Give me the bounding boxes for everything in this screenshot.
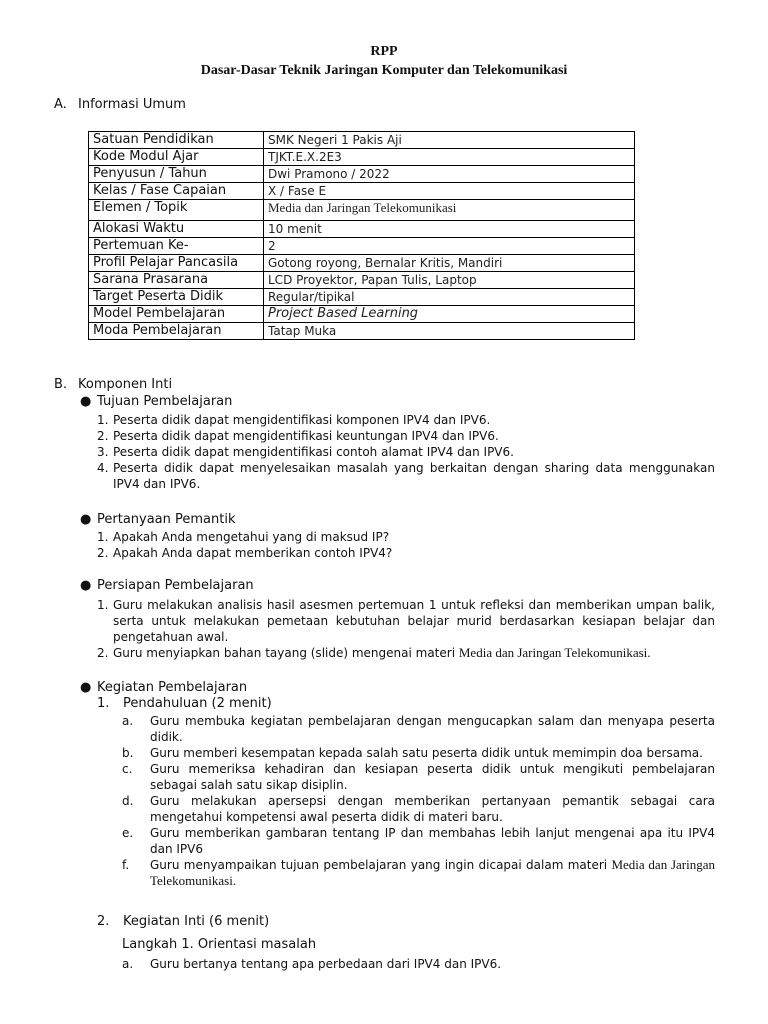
info-row bbox=[89, 132, 635, 149]
inti-heading: 2. Kegiatan Inti (6 menit) bbox=[97, 914, 270, 929]
info-row bbox=[89, 149, 635, 166]
section-letter: A. bbox=[54, 97, 67, 112]
info-key: Satuan Pendidikan bbox=[89, 132, 264, 149]
langkah-heading: Langkah 1. Orientasi masalah bbox=[122, 937, 317, 952]
info-value: Gotong royong, Bernalar Kritis, Mandiri bbox=[264, 255, 635, 272]
info-key: Elemen / Topik bbox=[89, 200, 264, 221]
list-item: e. Guru memberikan gambaran tentang IP dan membahas lebih lanjut mengenai apa itu IPV4 dan IPV6 bbox=[122, 826, 715, 856]
list-item: d. Guru melakukan apersepsi dengan memberikan pertanyaan pemantik sebagai cara mengetahui kompetensi awal peserta didik di materi baru. bbox=[122, 794, 715, 824]
info-row bbox=[89, 323, 635, 340]
info-value: LCD Proyektor, Papan Tulis, Laptop bbox=[264, 272, 635, 289]
list-item: 1. Peserta didik dapat mengidentifikasi komponen IPV4 dan IPV6. bbox=[97, 413, 491, 427]
section-title: Informasi Umum bbox=[78, 97, 186, 112]
info-key: Penyusun / Tahun bbox=[89, 166, 264, 183]
section-b-heading bbox=[54, 377, 172, 392]
info-row bbox=[89, 221, 635, 238]
info-value: Project Based Learning bbox=[264, 306, 635, 323]
info-value: 2 bbox=[264, 238, 635, 255]
list-item: 3. Peserta didik dapat mengidentifikasi contoh alamat IPV4 dan IPV6. bbox=[97, 445, 514, 459]
info-value: Tatap Muka bbox=[264, 323, 635, 340]
info-row bbox=[89, 272, 635, 289]
bullet-icon: ● bbox=[80, 680, 92, 695]
list-item: 1. Apakah Anda mengetahui yang di maksud IP? bbox=[97, 530, 390, 544]
info-key: Model Pembelajaran bbox=[89, 306, 264, 323]
section-letter: B. bbox=[54, 377, 68, 392]
list-item: 4. Peserta didik dapat menyelesaikan masalah yang berkaitan dengan sharing data menggunakan IPV4 dan IPV6. bbox=[97, 461, 715, 491]
info-key: Kelas / Fase Capaian bbox=[89, 183, 264, 200]
section-title: Komponen Inti bbox=[78, 377, 173, 392]
info-row bbox=[89, 289, 635, 306]
info-value: SMK Negeri 1 Pakis Aji bbox=[264, 132, 635, 149]
pendahuluan-list bbox=[122, 713, 715, 889]
info-value: Media dan Jaringan Telekomunikasi bbox=[264, 200, 635, 221]
pendahuluan-heading: 1. Pendahuluan (2 menit) bbox=[97, 696, 272, 711]
info-key: Moda Pembelajaran bbox=[89, 323, 264, 340]
persiapan-list bbox=[97, 597, 715, 661]
tujuan-heading bbox=[80, 394, 232, 409]
info-value: Dwi Pramono / 2022 bbox=[264, 166, 635, 183]
pertanyaan-heading bbox=[80, 512, 236, 527]
info-row bbox=[89, 166, 635, 183]
info-row bbox=[89, 183, 635, 200]
pertanyaan-list bbox=[97, 529, 715, 561]
info-table bbox=[88, 131, 635, 340]
info-row bbox=[89, 200, 635, 221]
section-a-heading bbox=[54, 97, 186, 112]
list-item: b. Guru memberi kesempatan kepada salah satu peserta didik untuk memimpin doa bersama. bbox=[122, 746, 703, 760]
list-item: 2. Apakah Anda dapat memberikan contoh IPV4? bbox=[97, 546, 393, 560]
bullet-icon: ● bbox=[80, 578, 92, 593]
kegiatan-title: Kegiatan Pembelajaran bbox=[97, 680, 248, 695]
info-key: Alokasi Waktu bbox=[89, 221, 264, 238]
bullet-icon: ● bbox=[80, 512, 92, 527]
info-key: Pertemuan Ke- bbox=[89, 238, 264, 255]
info-value: Regular/tipikal bbox=[264, 289, 635, 306]
list-item: 2. Guru menyiapkan bahan tayang (slide) mengenai materi Media dan Jaringan Telekomunikasi. bbox=[97, 645, 651, 660]
persiapan-heading bbox=[80, 578, 254, 593]
info-value: 10 menit bbox=[264, 221, 635, 238]
tujuan-list bbox=[97, 412, 715, 492]
info-value: X / Fase E bbox=[264, 183, 635, 200]
info-key: Kode Modul Ajar bbox=[89, 149, 264, 166]
list-item: a. Guru membuka kegiatan pembelajaran dengan mengucapkan salam dan menyapa peserta didik. bbox=[122, 714, 715, 744]
document-subtitle: Dasar-Dasar Teknik Jaringan Komputer dan Telekomunikasi bbox=[200, 63, 568, 78]
info-value: TJKT.E.X.2E3 bbox=[264, 149, 635, 166]
kegiatan-heading bbox=[80, 680, 247, 695]
info-key: Profil Pelajar Pancasila bbox=[89, 255, 264, 272]
list-item: c. Guru memeriksa kehadiran dan kesiapan peserta didik untuk mengikuti pembelajaran sebagai salah satu sikap disiplin. bbox=[122, 762, 715, 792]
info-row bbox=[89, 255, 635, 272]
persiapan-title: Persiapan Pembelajaran bbox=[97, 578, 254, 593]
inti-list bbox=[122, 956, 715, 972]
list-item: f. Guru menyampaikan tujuan pembelajaran yang ingin dicapai dalam materi Media dan Jaringan Telekomunikasi. bbox=[122, 857, 715, 888]
list-item: 2. Peserta didik dapat mengidentifikasi keuntungan IPV4 dan IPV6. bbox=[97, 429, 499, 443]
document-title: RPP bbox=[370, 44, 398, 59]
info-row bbox=[89, 306, 635, 323]
bullet-icon: ● bbox=[80, 394, 92, 409]
tujuan-title: Tujuan Pembelajaran bbox=[97, 394, 233, 409]
info-key: Sarana Prasarana bbox=[89, 272, 264, 289]
list-item: 1. Guru melakukan analisis hasil asesmen pertemuan 1 untuk refleksi dan memberikan umpan balik, serta untuk melakukan pemetaan kebutuhan belajar murid berdasarkan kesiapan belajar dan pengetahuan awal. bbox=[97, 598, 715, 644]
list-item: a. Guru bertanya tentang apa perbedaan dari IPV4 dan IPV6. bbox=[122, 957, 502, 971]
pertanyaan-title: Pertanyaan Pemantik bbox=[97, 512, 236, 527]
info-row bbox=[89, 238, 635, 255]
info-key: Target Peserta Didik bbox=[89, 289, 264, 306]
